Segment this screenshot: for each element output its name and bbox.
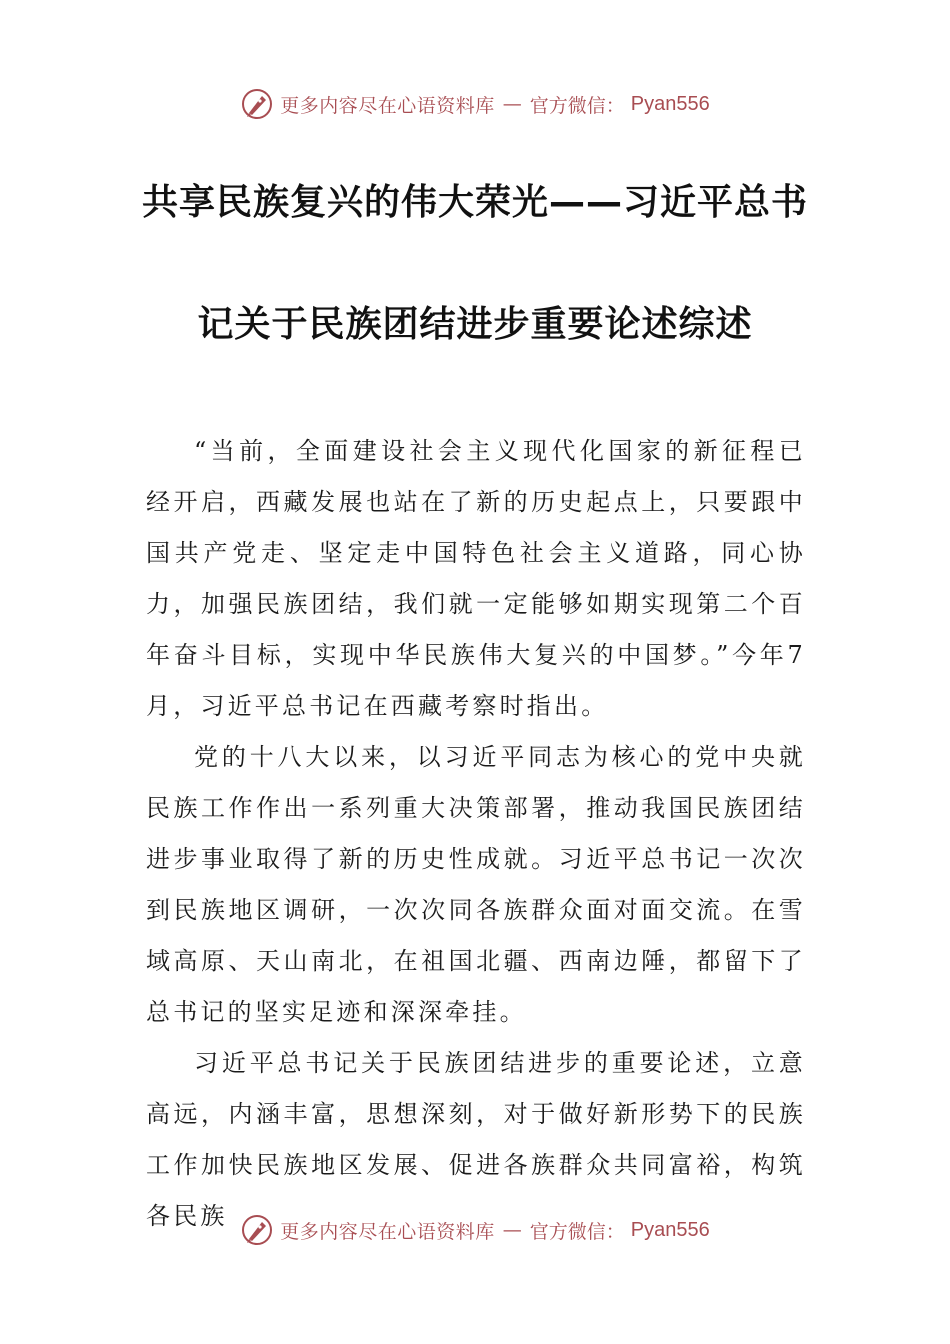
watermark-id: Pyan556 — [630, 92, 710, 115]
watermark-id: Pyan556 — [630, 1218, 710, 1241]
paragraph-3: 习近平总书记关于民族团结进步的重要论述，立意高远，内涵丰富，思想深刻，对于做好新形势下的民族工作加快民族地区发展、促进各族群众共同富裕，构筑各民族 — [146, 1049, 806, 1230]
document-title-line2: 记关于民族团结进步重要论述综述 — [197, 304, 753, 345]
footer-watermark — [0, 1210, 950, 1250]
watermark-label: 官方微信： — [529, 1220, 625, 1243]
pen-nib-logo-icon — [240, 1213, 274, 1247]
watermark-separator: — — [502, 1219, 522, 1241]
header-watermark — [0, 84, 950, 124]
pen-nib-logo-icon — [240, 87, 274, 121]
paragraph-2: 党的十八大以来，以习近平同志为核心的党中央就民族工作作出一系列重大决策部署，推动我国民族团结进步事业取得了新的历史性成就。习近平总书记一次次到民族地区调研，一次次同各族群众面对面交流。在雪域高原、天山南北，在祖国北疆、西南边陲，都留下了总书记的坚实足迹和深深牵挂。 — [146, 743, 806, 1026]
watermark-text: 更多内容尽在心语资料库 — [280, 1220, 495, 1243]
watermark-label: 官方微信： — [529, 94, 625, 117]
watermark-separator: — — [502, 93, 522, 115]
paragraph-1: “当前，全面建设社会主义现代化国家的新征程已经开启，西藏发展也站在了新的历史起点上，只要跟中国共产党走、坚定走中国特色社会主义道路，同心协力，加强民族团结，我们就一定能够如期实现第二个百年奋斗目标，实现中华民族伟大复兴的中国梦。”今年7月，习近平总书记在西藏考察时指出。 — [146, 437, 806, 720]
document-body — [146, 426, 806, 1242]
watermark-text: 更多内容尽在心语资料库 — [280, 94, 495, 117]
document-title-line1: 共享民族复兴的伟大荣光——习近平总书 — [141, 182, 808, 223]
